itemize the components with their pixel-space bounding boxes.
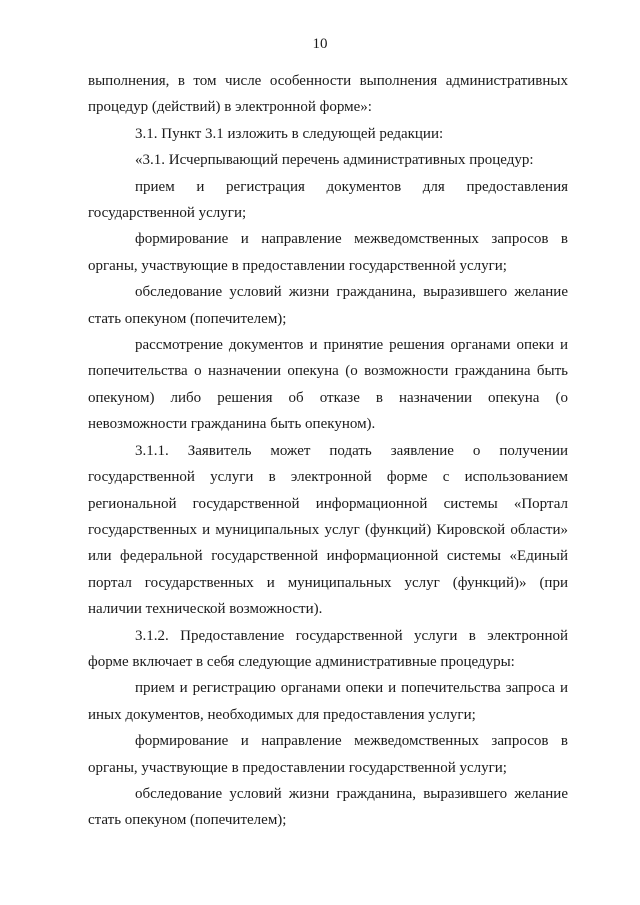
paragraph: 3.1. Пункт 3.1 изложить в следующей редакции: [135, 125, 444, 142]
paragraph: выполнения, в том числе особенности выполнения административных процедур (действий) в электронной форме»: [88, 73, 568, 116]
paragraph: 3.1.1. Заявитель может подать заявление о получении государственной услуги в электронной форме с использованием региональной государственной информационной системы «Портал государственных и муниципальных услуг (функций) Кировской области» или федеральной государственной информационной системы «Единый портал государственных и муниципальных услуг (функций)» (при наличии технической возможности). [88, 442, 568, 618]
paragraph: «3.1. Исчерпывающий перечень административных процедур: [135, 152, 534, 169]
paragraph: 3.1.2. Предоставление государственной услуги в электронной форме включает в себя следующие административные процедуры: [88, 627, 568, 670]
document-body [88, 68, 568, 834]
paragraph: прием и регистрацию органами опеки и попечительства запроса и иных документов, необходимых для предоставления услуги; [88, 680, 568, 723]
paragraph: рассмотрение документов и принятие решения органами опеки и попечительства о назначении опекуна (о возможности гражданина быть опекуном) либо решения об отказе в назначении опекуна (о невозможности гражданина быть опекуном). [88, 337, 568, 433]
paragraph: прием и регистрация документов для предоставления государственной услуги; [88, 178, 568, 222]
paragraph: формирование и направление межведомственных запросов в органы, участвующие в предоставлении государственной услуги; [88, 733, 568, 776]
page-number: 10 [312, 36, 328, 52]
paragraph: формирование и направление межведомственных запросов в органы, участвующие в предоставлении государственной услуги; [88, 231, 568, 274]
paragraph: обследование условий жизни гражданина, выразившего желание стать опекуном (попечителем); [88, 785, 568, 829]
paragraph: обследование условий жизни гражданина, выразившего желание стать опекуном (попечителем); [88, 284, 568, 327]
